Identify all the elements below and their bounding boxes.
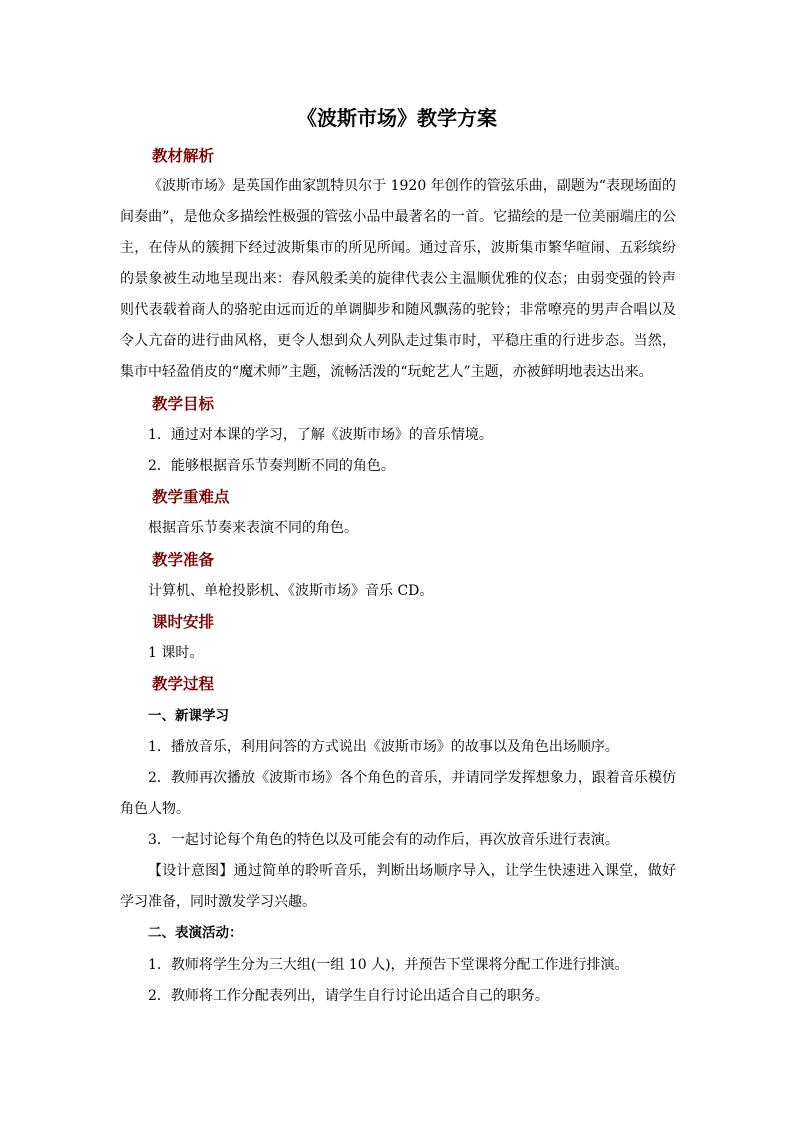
keypoints-text: 根据音乐节奏来表演不同的角色。 — [148, 520, 358, 536]
heading-prep: 教学准备 — [152, 550, 215, 569]
schedule-text: 1 课时。 — [148, 645, 204, 661]
prep-text: 计算机、单枪投影机、《波斯市场》音乐 CD。 — [148, 583, 434, 599]
heading-schedule: 课时安排 — [152, 612, 215, 631]
goal-item-2: 2．能够根据音乐节奏判断不同的角色。 — [148, 458, 395, 474]
subheading-new-lesson: 一、新课学习 — [148, 708, 229, 724]
subheading-performance: 二、表演活动： — [148, 925, 243, 941]
process-item-1: 1．播放音乐，利用问答的方式说出《波斯市场》的故事以及角色出场顺序。 — [148, 739, 619, 755]
design-intent: 【设计意图】通过简单的聆听音乐，判断出场顺序导入，让学生快速进入课堂，做好学习准备，同时激发学习兴趣。 — [120, 863, 676, 910]
heading-analysis: 教材解析 — [152, 146, 215, 165]
performance-item-1: 1．教师将学生分为三大组(一组 10 人)，并预告下堂课将分配工作进行排演。 — [148, 957, 629, 973]
process-item-2: 2．教师再次播放《波斯市场》各个角色的音乐，并请同学发挥想象力，跟着音乐模仿角色人物。 — [120, 770, 676, 817]
heading-keypoints: 教学重难点 — [152, 487, 230, 506]
document-title: 《波斯市场》教学方案 — [297, 106, 497, 130]
analysis-paragraph: 《波斯市场》是英国作曲家凯特贝尔于 1920 年创作的管弦乐曲，副题为“表现场面的间奏曲”，是他众多描绘性极强的管弦小品中最著名的一首。它描绘的是一位美丽端庄的公主，在侍从的簇拥下经过波斯集市的所见所闻。通过音乐，波斯集市繁华喧闹、五彩缤纷的景象被生动地呈现出来：春风般柔美的旋律代表公主温顺优雅的仪态；由弱变强的铃声则代表载着商人的骆驼由远而近的单调脚步和随风飘荡的驼铃；非常嘹亮的男声合唱以及令人亢奋的进行曲风格，更令人想到众人列队走过集市时，平稳庄重的行进步态。当然，集市中轻盈俏皮的“魔术师”主题，流畅活泼的“玩蛇艺人”主题，亦被鲜明地表达出来。 — [120, 178, 676, 380]
goal-item-1: 1．通过对本课的学习，了解《波斯市场》的音乐情境。 — [148, 427, 493, 443]
performance-item-2: 2．教师将工作分配表列出，请学生自行讨论出适合自己的职务。 — [148, 988, 549, 1004]
heading-process: 教学过程 — [152, 674, 215, 693]
heading-goals: 教学目标 — [152, 394, 215, 413]
process-item-3: 3．一起讨论每个角色的特色以及可能会有的动作后，再次放音乐进行表演。 — [148, 832, 619, 848]
